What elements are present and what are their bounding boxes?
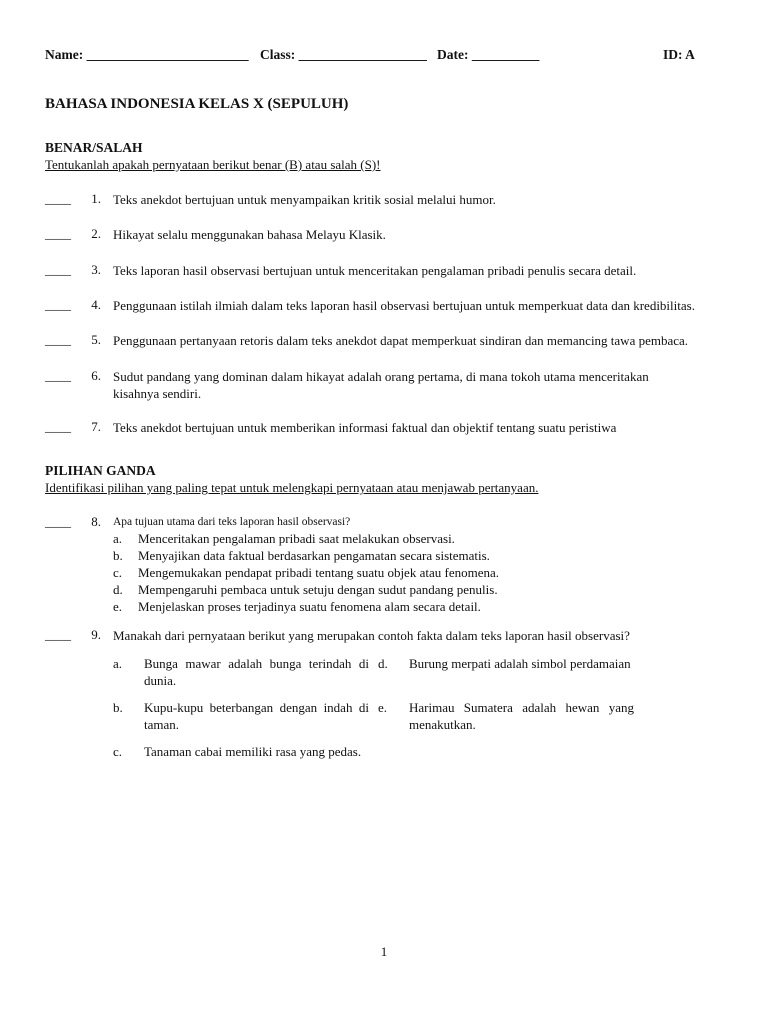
section-title-benar-salah: BENAR/SALAH bbox=[45, 140, 143, 155]
answer-blank[interactable]: ____ bbox=[45, 419, 71, 434]
question-number: 8. bbox=[91, 514, 101, 529]
question-text: Hikayat selalu menggunakan bahasa Melayu Klasik. bbox=[113, 227, 386, 242]
page-title: BAHASA INDONESIA KELAS X (SEPULUH) bbox=[45, 96, 349, 112]
header-row bbox=[45, 47, 705, 67]
question-number: 6. bbox=[91, 368, 101, 383]
option-9b[interactable] bbox=[113, 699, 373, 733]
option-text: Burung merpati adalah simbol perdamaian bbox=[409, 656, 631, 671]
option-text: Menyajikan data faktual berdasarkan pengamatan secara sistematis. bbox=[138, 548, 490, 563]
question-number: 5. bbox=[91, 332, 101, 347]
section-title-pilihan-ganda: PILIHAN GANDA bbox=[45, 463, 156, 478]
question-number: 1. bbox=[91, 191, 101, 206]
page-number: 1 bbox=[380, 944, 388, 959]
answer-blank[interactable]: ____ bbox=[45, 627, 71, 642]
question-text: Sudut pandang yang dominan dalam hikayat adalah orang pertama, di mana tokoh utama menceritakan kisahnya sendiri. bbox=[113, 369, 649, 401]
name-field[interactable]: Name: ________________________ bbox=[45, 47, 249, 62]
option-letter: b. bbox=[113, 700, 123, 715]
option-text: Bunga mawar adalah bunga terindah di dunia. bbox=[144, 656, 369, 688]
question-number: 7. bbox=[91, 419, 101, 434]
option-9a[interactable] bbox=[113, 655, 373, 689]
answer-blank[interactable]: ____ bbox=[45, 262, 71, 277]
option-letter: e. bbox=[113, 599, 123, 614]
answer-blank[interactable]: ____ bbox=[45, 191, 71, 206]
option-8d[interactable] bbox=[113, 582, 673, 599]
option-letter: d. bbox=[378, 656, 388, 671]
option-text: Menceritakan pengalaman pribadi saat melakukan observasi. bbox=[138, 531, 455, 546]
option-9c[interactable] bbox=[113, 743, 373, 777]
section-instruction-benar-salah: Tentukanlah apakah pernyataan berikut benar (B) atau salah (S)! bbox=[45, 157, 381, 172]
answer-blank[interactable]: ____ bbox=[45, 332, 71, 347]
class-field[interactable]: Class: ___________________ bbox=[260, 47, 427, 62]
answer-blank[interactable]: ____ bbox=[45, 514, 71, 529]
question-text: Teks laporan hasil observasi bertujuan untuk menceritakan pengalaman pribadi penulis secara detail. bbox=[113, 263, 637, 278]
option-letter: a. bbox=[113, 531, 123, 546]
answer-blank[interactable]: ____ bbox=[45, 297, 71, 312]
question-number: 2. bbox=[91, 226, 101, 241]
option-8e[interactable] bbox=[113, 599, 673, 616]
option-text: Tanaman cabai memiliki rasa yang pedas. bbox=[144, 744, 362, 759]
option-text: Harimau Sumatera adalah hewan yang menakutkan. bbox=[409, 700, 634, 732]
option-letter: b. bbox=[113, 548, 123, 563]
question-text: Penggunaan istilah ilmiah dalam teks laporan hasil observasi bertujuan untuk memperkuat data dan kredibilitas. bbox=[113, 298, 695, 313]
option-letter: a. bbox=[113, 656, 123, 671]
question-number: 9. bbox=[91, 627, 101, 642]
question-number: 3. bbox=[91, 262, 101, 277]
answer-blank[interactable]: ____ bbox=[45, 226, 71, 241]
date-field[interactable]: Date: __________ bbox=[437, 47, 540, 62]
option-8c[interactable] bbox=[113, 565, 673, 582]
question-text: Manakah dari pernyataan berikut yang merupakan contoh fakta dalam teks laporan hasil observasi? bbox=[113, 628, 630, 643]
option-text: Mempengaruhi pembaca untuk setuju dengan sudut pandang penulis. bbox=[138, 582, 498, 597]
option-9e[interactable] bbox=[378, 699, 638, 733]
option-text: Mengemukakan pendapat pribadi tentang suatu objek atau fenomena. bbox=[138, 565, 499, 580]
id-label: ID: A bbox=[663, 47, 695, 62]
option-9d[interactable] bbox=[378, 655, 638, 689]
option-8b[interactable] bbox=[113, 548, 673, 565]
option-letter: c. bbox=[113, 565, 123, 580]
option-8a[interactable] bbox=[113, 531, 673, 548]
option-text: Menjelaskan proses terjadinya suatu fenomena alam secara detail. bbox=[138, 599, 481, 614]
answer-blank[interactable]: ____ bbox=[45, 368, 71, 383]
question-text: Apa tujuan utama dari teks laporan hasil observasi? bbox=[113, 516, 351, 528]
option-letter: e. bbox=[378, 700, 388, 715]
section-instruction-pilihan-ganda: Identifikasi pilihan yang paling tepat untuk melengkapi pernyataan atau menjawab pertanyaan. bbox=[45, 480, 539, 495]
question-text: Teks anekdot bertujuan untuk menyampaikan kritik sosial melalui humor. bbox=[113, 192, 496, 207]
question-text: Penggunaan pertanyaan retoris dalam teks anekdot dapat memperkuat sindiran dan memancing tawa pembaca. bbox=[113, 333, 689, 348]
option-text: Kupu-kupu beterbangan dengan indah di taman. bbox=[144, 700, 369, 732]
question-number: 4. bbox=[91, 297, 101, 312]
option-letter: c. bbox=[113, 744, 123, 759]
option-letter: d. bbox=[113, 582, 123, 597]
question-text: Teks anekdot bertujuan untuk memberikan informasi faktual dan objektif tentang suatu peristiwa bbox=[113, 420, 617, 435]
